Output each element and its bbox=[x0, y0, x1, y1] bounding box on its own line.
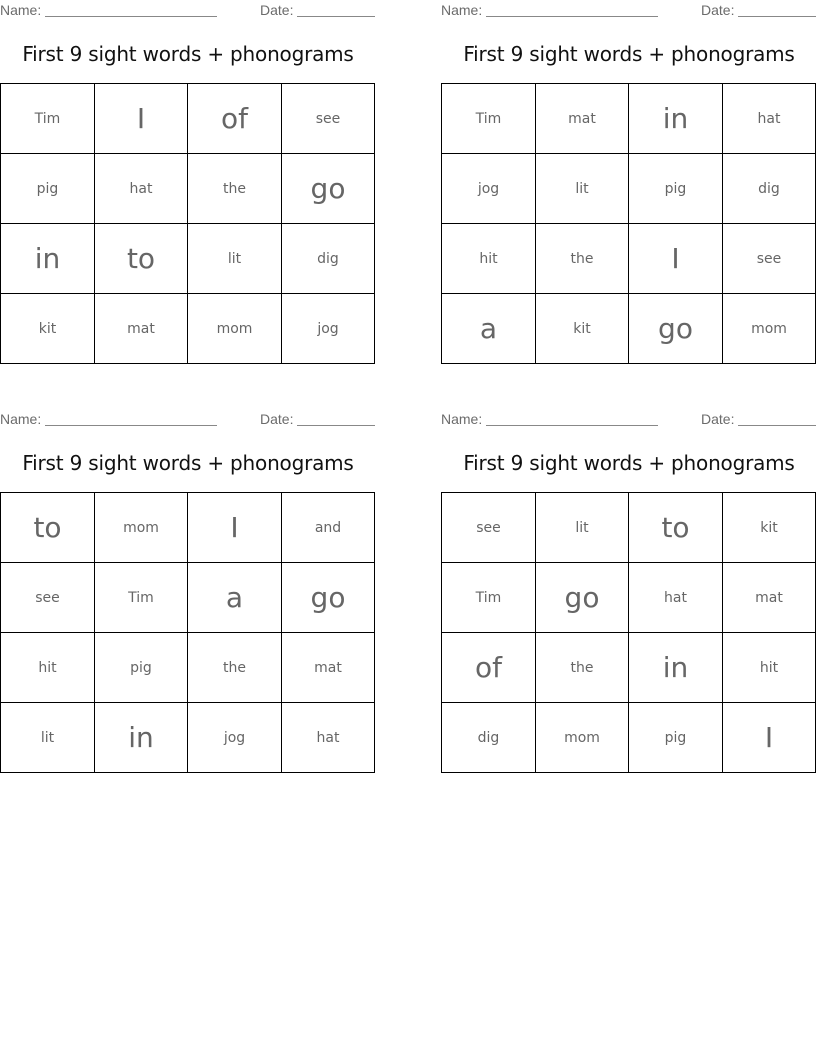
word-grid bbox=[0, 83, 375, 364]
word-cell: a bbox=[188, 563, 282, 633]
word-cell: the bbox=[188, 633, 282, 703]
word-cell: pig bbox=[95, 633, 188, 703]
date-blank-line[interactable] bbox=[297, 425, 375, 426]
word-cell: mom bbox=[95, 493, 188, 563]
word-cell: pig bbox=[1, 154, 95, 224]
date-blank-line[interactable] bbox=[738, 16, 816, 17]
word-cell: I bbox=[764, 721, 774, 754]
name-label: Name: bbox=[0, 411, 42, 427]
word-cell: hat bbox=[629, 563, 723, 633]
word-cell: kit bbox=[1, 294, 95, 363]
word-cell: the bbox=[188, 154, 282, 224]
name-date-header bbox=[0, 2, 376, 20]
name-date-header bbox=[441, 411, 816, 429]
word-cell: lit bbox=[536, 493, 629, 563]
word-cell: I bbox=[629, 224, 723, 294]
word-grid bbox=[0, 492, 375, 773]
word-cell: mat bbox=[95, 294, 188, 363]
date-blank-line[interactable] bbox=[297, 16, 375, 17]
word-cell: hit bbox=[442, 224, 536, 294]
name-date-header bbox=[441, 2, 816, 20]
word-cell: the bbox=[536, 633, 629, 703]
word-cell: go bbox=[282, 563, 374, 633]
date-label: Date: bbox=[260, 411, 294, 427]
date-blank-line[interactable] bbox=[738, 425, 816, 426]
word-cell: Tim bbox=[1, 84, 95, 154]
word-cell: see bbox=[442, 493, 536, 563]
word-cell: Tim bbox=[442, 84, 536, 154]
word-grid bbox=[441, 83, 816, 364]
word-cell: hit bbox=[723, 633, 815, 703]
word-cell: hit bbox=[1, 633, 95, 703]
word-cell: jog bbox=[317, 320, 339, 337]
word-cell: hat bbox=[723, 84, 815, 154]
word-cell: dig bbox=[442, 703, 536, 772]
name-date-header bbox=[0, 411, 376, 429]
name-blank-line[interactable] bbox=[486, 16, 658, 17]
word-cell: go bbox=[282, 154, 374, 224]
word-cell: mom bbox=[751, 320, 787, 337]
word-cell: dig bbox=[282, 224, 374, 294]
word-cell: lit bbox=[1, 703, 95, 772]
word-cell: mat bbox=[723, 563, 815, 633]
word-cell: in bbox=[629, 84, 723, 154]
word-cell: in bbox=[1, 224, 95, 294]
card-title: First 9 sight words + phonograms bbox=[463, 451, 795, 475]
word-cell: pig bbox=[629, 154, 723, 224]
word-cell: Tim bbox=[95, 563, 188, 633]
date-label: Date: bbox=[701, 411, 735, 427]
word-cell: pig bbox=[629, 703, 723, 772]
word-cell: and bbox=[282, 493, 374, 563]
word-cell: I bbox=[95, 84, 188, 154]
word-cell: go bbox=[536, 563, 629, 633]
word-cell: to bbox=[629, 493, 723, 563]
word-cell: kit bbox=[723, 493, 815, 563]
word-cell: the bbox=[536, 224, 629, 294]
word-cell: to bbox=[95, 224, 188, 294]
word-cell: mat bbox=[282, 633, 374, 703]
word-cell: mom bbox=[536, 703, 629, 772]
name-label: Name: bbox=[441, 2, 483, 18]
word-cell: of bbox=[188, 84, 282, 154]
word-cell: lit bbox=[536, 154, 629, 224]
word-cell: see bbox=[1, 563, 95, 633]
card-title: First 9 sight words + phonograms bbox=[22, 42, 354, 66]
word-cell: I bbox=[188, 493, 282, 563]
word-cell: hat bbox=[316, 729, 340, 746]
word-cell: dig bbox=[723, 154, 815, 224]
word-cell: mom bbox=[188, 294, 282, 363]
word-cell: lit bbox=[188, 224, 282, 294]
word-cell: jog bbox=[442, 154, 536, 224]
name-blank-line[interactable] bbox=[45, 425, 217, 426]
word-cell: of bbox=[442, 633, 536, 703]
word-cell: in bbox=[629, 633, 723, 703]
word-cell: a bbox=[442, 294, 536, 363]
word-cell: mat bbox=[536, 84, 629, 154]
word-cell: see bbox=[282, 84, 374, 154]
word-cell: Tim bbox=[442, 563, 536, 633]
name-blank-line[interactable] bbox=[45, 16, 217, 17]
name-label: Name: bbox=[0, 2, 42, 18]
word-cell: kit bbox=[536, 294, 629, 363]
word-cell: see bbox=[723, 224, 815, 294]
date-label: Date: bbox=[260, 2, 294, 18]
date-label: Date: bbox=[701, 2, 735, 18]
word-cell: go bbox=[629, 294, 723, 363]
word-cell: to bbox=[1, 493, 95, 563]
word-cell: in bbox=[95, 703, 188, 772]
name-blank-line[interactable] bbox=[486, 425, 658, 426]
card-title: First 9 sight words + phonograms bbox=[463, 42, 795, 66]
word-cell: hat bbox=[95, 154, 188, 224]
name-label: Name: bbox=[441, 411, 483, 427]
word-cell: jog bbox=[188, 703, 282, 772]
card-title: First 9 sight words + phonograms bbox=[22, 451, 354, 475]
word-grid bbox=[441, 492, 816, 773]
